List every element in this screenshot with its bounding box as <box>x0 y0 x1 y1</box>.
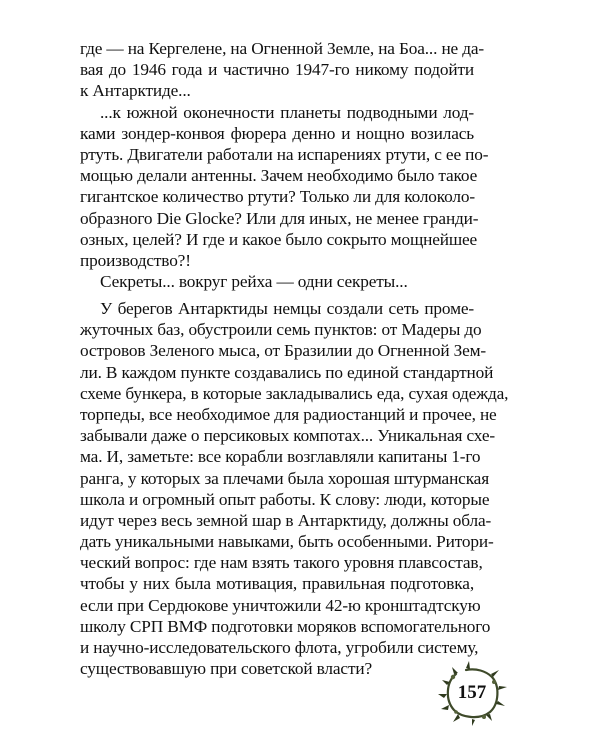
text-line: если при Сердюкове уничтожили 42-ю кронштадтскую <box>80 595 481 615</box>
text-line: ческий вопрос: где нам взять такого уровня плавсостав, <box>80 553 483 573</box>
page-number: 157 <box>457 682 487 703</box>
text-block-upper <box>80 38 489 292</box>
text-line: образного Die Glocke? Или для иных, не менее гранди- <box>80 208 479 228</box>
paragraph <box>80 38 485 102</box>
text-line: ли. В каждом пункте создавались по единой стандартной <box>80 362 494 382</box>
page-number-badge <box>436 660 508 726</box>
text-line: торпеды, все необходимое для радиостанций и прочее, не <box>80 404 497 424</box>
text-line: ранга, у которых за плечами была хорошая штурманская <box>80 468 489 488</box>
text-line: школа и огромный опыт работы. К слову: люди, которые <box>80 489 490 509</box>
text-line: ртуть. Двигатели работали на испарениях ртути, с ее по- <box>80 144 489 164</box>
paragraph <box>80 102 489 272</box>
text-line: гигантское количество ртути? Только ли для колоколо- <box>80 187 475 207</box>
text-line: вая до 1946 года и частично 1947-го никому подойти <box>80 60 474 80</box>
text-line: озных, целей? И где и какое было сокрыто мощнейшее <box>80 229 478 249</box>
paragraph <box>80 271 474 292</box>
text-line: где — на Кергелене, на Огненной Земле, на Боа... не да- <box>80 39 485 58</box>
text-line: Секреты... вокруг рейха — одни секреты... <box>100 272 408 292</box>
text-line: идут через весь земной шар в Антарктиду, должны обла- <box>80 510 492 530</box>
text-line: ма. И, заметьте: все корабли возглавляли капитаны 1-го <box>80 447 481 467</box>
text-block-lower <box>80 298 509 679</box>
text-line: ...к южной оконечности планеты подводными лод- <box>100 102 474 122</box>
text-line: чтобы у них была мотивация, правильная подготовка, <box>80 574 474 594</box>
text-line: островов Зеленого мыса, от Бразилии до Огненной Зем- <box>80 341 487 361</box>
text-line: и научно-исследовательского флота, угробили систему, <box>80 638 479 657</box>
text-line: дать уникальными навыками, быть особенными. Ритори- <box>80 532 494 552</box>
text-line: схеме бункера, в которые закладывались еда, сухая одежда, <box>80 383 509 403</box>
text-line: существовавшую при советской власти? <box>80 659 372 679</box>
text-line: У берегов Антарктиды немцы создали сеть проме- <box>100 299 474 318</box>
text-line: к Антарктиде... <box>80 81 191 101</box>
paragraph <box>80 298 509 679</box>
text-line: забывали даже о персиковых компотах... Уникальная схе- <box>80 426 495 446</box>
text-line: школу СРП ВМФ подготовки моряков вспомогательного <box>80 616 491 636</box>
text-line: мощью делали антенны. Зачем необходимо было такое <box>80 166 478 186</box>
text-line: производство?! <box>80 250 191 270</box>
text-line: жуточных баз, обустроили семь пунктов: от Мадеры до <box>80 320 482 340</box>
text-line: ками зондер-конвоя фюрера денно и нощно возилась <box>80 123 474 143</box>
